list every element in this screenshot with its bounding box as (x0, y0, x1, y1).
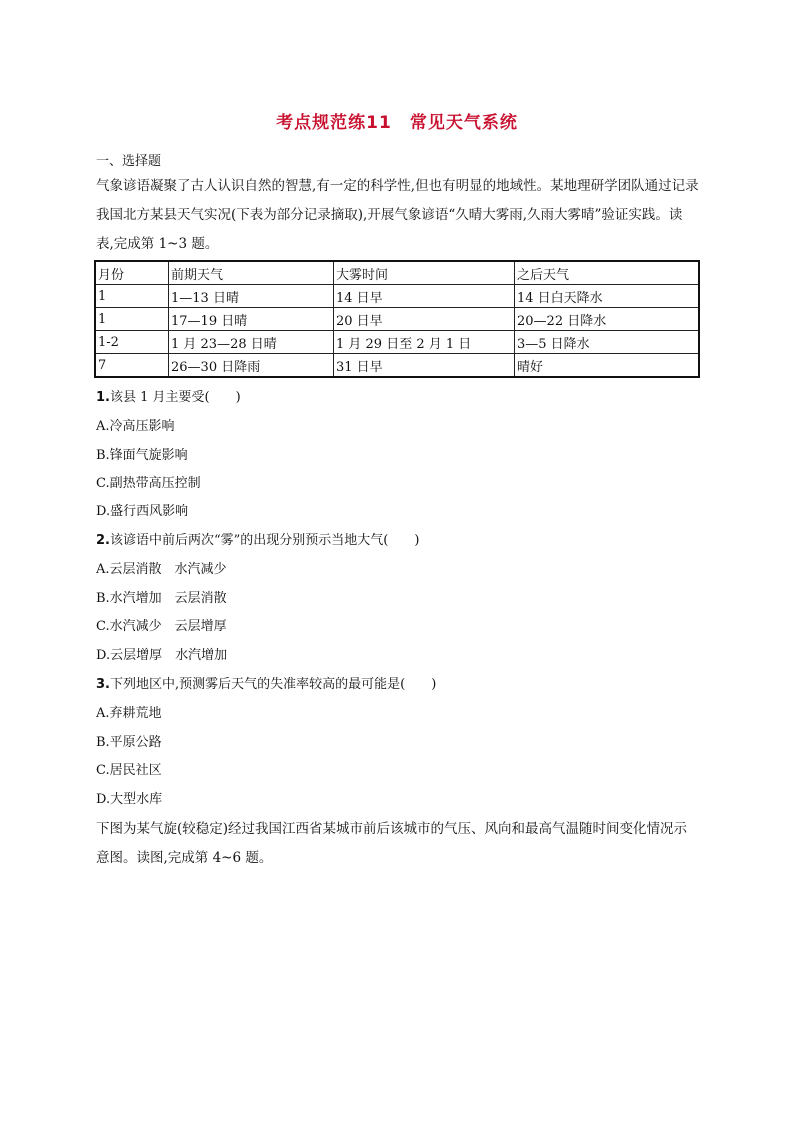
question-2 (96, 529, 419, 548)
table-cell: 1-2 (95, 331, 169, 354)
table-cell: 1 (95, 308, 169, 331)
table-cell: 晴好 (515, 354, 700, 378)
table-header-row (95, 261, 699, 285)
question-stem: 下列地区中,预测雾后天气的失准率较高的最可能是( ) (109, 677, 437, 692)
table-cell: 1 (95, 285, 169, 308)
table-cell: 20—22 日降水 (515, 308, 700, 331)
question-3 (96, 673, 436, 692)
option-1b: B.锋面气旋影响 (96, 448, 188, 463)
question-number: 1. (96, 390, 110, 405)
option-3d: D.大型水库 (96, 792, 163, 807)
table-cell: 3—5 日降水 (515, 331, 700, 354)
option-2c: C.水汽减少 云层增厚 (96, 619, 227, 634)
table-row (95, 285, 699, 308)
option-2d: D.云层增厚 水汽增加 (96, 648, 228, 663)
option-1a: A.冷高压影响 (96, 419, 175, 434)
table-cell: 14 日早 (334, 285, 515, 308)
weather-record-table (94, 260, 700, 378)
table-cell: 20 日早 (334, 308, 515, 331)
table-row (95, 308, 699, 331)
table-cell: 1 月 23—28 日晴 (169, 331, 334, 354)
option-3b: B.平原公路 (96, 735, 162, 750)
table-cell: 1 月 29 日至 2 月 1 日 (334, 331, 515, 354)
option-1d: D.盛行西风影响 (96, 504, 189, 519)
question-number: 3. (96, 677, 110, 692)
question-stem: 该县 1 月主要受( ) (109, 390, 241, 405)
table-cell: 17—19 日晴 (169, 308, 334, 331)
option-3a: A.弃耕荒地 (96, 706, 162, 721)
table-header-cell: 前期天气 (169, 261, 334, 285)
section-heading: 一、选择题 (96, 154, 162, 169)
outro-paragraph: 下图为某气旋(较稳定)经过我国江西省某城市前后该城市的气压、风向和最高气温随时间变化情况示意图。读图,完成第 4~6 题。 (96, 821, 688, 866)
table-cell: 26—30 日降雨 (169, 354, 334, 378)
intro-paragraph: 气象谚语凝聚了古人认识自然的智慧,有一定的科学性,但也有明显的地域性。某地理研学团队通过记录我国北方某县天气实况(下表为部分记录摘取),开展气象谚语“久晴大雾雨,久雨大雾晴”验证实践。读表,完成第 1~3 题。 (96, 178, 699, 252)
question-1 (96, 386, 241, 405)
option-2a: A.云层消散 水汽减少 (96, 562, 227, 577)
option-3c: C.居民社区 (96, 763, 162, 778)
page-title: 考点规范练11 常见天气系统 (276, 113, 518, 133)
table-header-cell: 大雾时间 (334, 261, 515, 285)
option-2b: B.水汽增加 云层消散 (96, 591, 227, 606)
option-1c: C.副热带高压控制 (96, 476, 201, 491)
table-row (95, 331, 699, 354)
question-stem: 该谚语中前后两次“雾”的出现分别预示当地大气( ) (109, 533, 420, 548)
table-row (95, 354, 699, 378)
table-header-cell: 之后天气 (515, 261, 700, 285)
table-cell: 14 日白天降水 (515, 285, 700, 308)
table-cell: 1—13 日晴 (169, 285, 334, 308)
table-cell: 7 (95, 354, 169, 378)
table-cell: 31 日早 (334, 354, 515, 378)
question-number: 2. (96, 533, 110, 548)
table-header-cell: 月份 (95, 261, 169, 285)
